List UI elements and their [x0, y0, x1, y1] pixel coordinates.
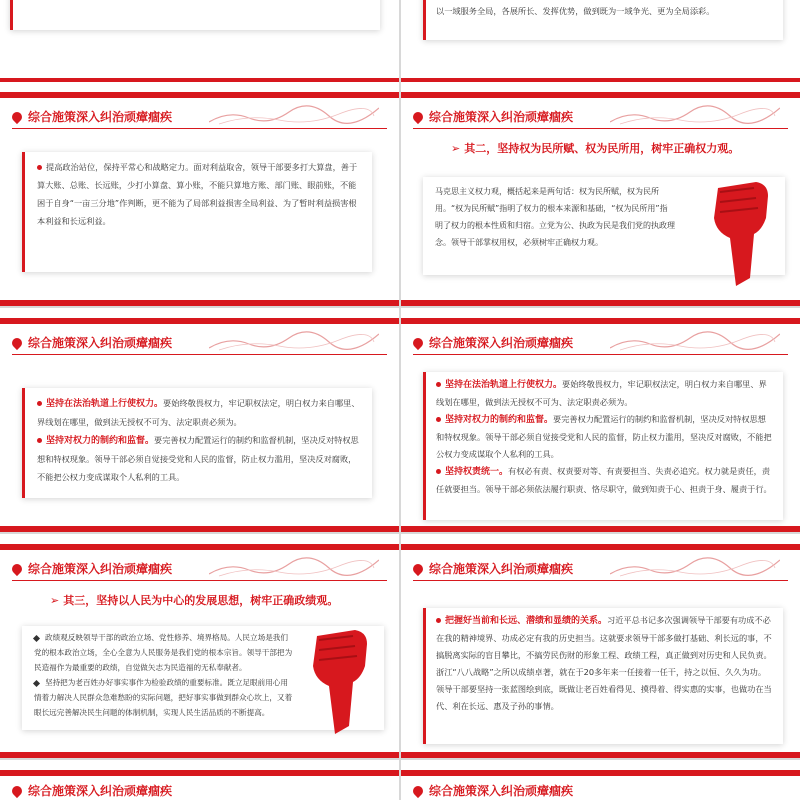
bullet-diamond-icon: [33, 679, 40, 686]
bullet-dot-icon: [436, 469, 441, 474]
header-divider: [12, 128, 387, 129]
slide-thumb-top-right[interactable]: [401, 0, 800, 90]
slide-title-text: 综合施策深入纠治顽瘴痼疾: [429, 110, 574, 124]
great-wall-ornament-icon: [610, 328, 780, 352]
slide-title-text: 综合施策深入纠治顽瘴痼疾: [28, 110, 173, 124]
slide-title-text: 综合施策深入纠治顽瘴痼疾: [28, 562, 173, 576]
slide-title: [12, 560, 172, 577]
slide-title: [12, 108, 172, 125]
raised-fist-icon: [706, 178, 776, 288]
slide-header: [401, 82, 800, 134]
slide-footer-bar: [401, 300, 800, 306]
slide-subtitle: ➢ 其三，坚持以人民为中心的发展思想，树牢正确政绩观。: [50, 594, 339, 607]
slide-thumb-bottom-left[interactable]: [0, 760, 399, 800]
content-card: [22, 388, 372, 498]
header-bar: [0, 318, 399, 324]
bullet-dot-icon: [436, 382, 441, 387]
bullet-dot-icon: [37, 165, 42, 170]
header-bar: [0, 544, 399, 550]
slide-title: [413, 108, 573, 125]
slide-title: [413, 782, 573, 799]
content-card: [22, 152, 372, 272]
slide-footer-bar: [401, 752, 800, 758]
bullet-dot-icon: [436, 618, 441, 623]
header-bar: [401, 92, 800, 98]
bullet-icon: [10, 561, 24, 575]
slide-thumb-row2-right[interactable]: [401, 308, 800, 532]
list-item: 坚持对权力的制约和监督。要完善权力配置运行的制约和监督机制，坚决反对特权思想和特权现象。领导干部必须自觉接受党和人民的监督，防止权力滥用，坚决反对腐败，不能把公权力变成谋取个人私利的工具。: [37, 435, 359, 482]
slide-footer-bar: [0, 300, 399, 306]
header-bar: [401, 770, 800, 776]
slide-header: [401, 308, 800, 360]
slide-footer-bar: [0, 526, 399, 532]
slide-text: 提高政治站位，保持平常心和战略定力。面对利益取舍，领导干部要多打大算盘，善于算大账、总账、长远账，少打小算盘、算小账，不能只算地方账、部门账、眼前账，不能困于自身“一亩三分地”作判断，更不能为了局部利益损害全局利益、为了暂时利益损害根本利益和长远利益。: [37, 162, 358, 226]
bullet-dot-icon: [37, 438, 42, 443]
header-bar: [401, 318, 800, 324]
slide-title-text: 综合施策深入纠治顽瘴痼疾: [429, 784, 574, 798]
slide-title-text: 综合施策深入纠治顽瘴痼疾: [429, 336, 574, 350]
slide-title: [12, 782, 172, 799]
content-card: [423, 0, 783, 40]
content-card: [10, 0, 380, 30]
slide-title: [12, 334, 172, 351]
great-wall-ornament-icon: [209, 102, 379, 126]
header-divider: [12, 580, 387, 581]
header-divider: [413, 354, 788, 355]
slide-thumb-top-left[interactable]: [0, 0, 399, 90]
list-item: 政绩观反映领导干部的政治立场、党性修养、境界格局。人民立场是我们党的根本政治立场，全心全意为人民服务是我们党的根本宗旨。领导干部把为民造福作为最重要的政绩，自觉做矢志为民造福的无私奉献者。: [34, 633, 293, 672]
great-wall-ornament-icon: [209, 554, 379, 578]
header-bar: [401, 544, 800, 550]
slide-thumb-row2-left[interactable]: [0, 308, 399, 532]
list-item: 坚持对权力的制约和监督。要完善权力配置运行的制约和监督机制，坚决反对特权思想和特权现象。领导干部必须自觉接受党和人民的监督，防止权力滥用，坚决反对腐败，不能把公权力变成谋取个人私利的工具。: [436, 414, 772, 459]
content-card: [423, 608, 783, 744]
slide-header: [0, 534, 399, 586]
slide-header: [0, 760, 399, 800]
slide-thumb-row3-left[interactable]: [0, 534, 399, 758]
bullet-dot-icon: [37, 401, 42, 406]
slide-title-text: 综合施策深入纠治顽瘴痼疾: [429, 562, 574, 576]
slide-thumb-row1-right[interactable]: [401, 82, 800, 306]
list-item: 坚持权责统一。有权必有责、权责要对等、有责要担当、失责必追究。权力就是责任，责任就要担当。领导干部必须依法履行职责、恪尽职守，做到知责于心、担责于身、履责于行。: [436, 466, 772, 494]
list-item: 坚持在法治轨道上行使权力。要始终敬畏权力，牢记职权法定，明白权力来自哪里、界线划在哪里，做到法无授权不可为、法定职责必须为。: [436, 379, 767, 407]
header-divider: [413, 580, 788, 581]
slide-thumb-bottom-right[interactable]: [401, 760, 800, 800]
bullet-diamond-icon: [33, 634, 40, 641]
header-divider: [413, 128, 788, 129]
slide-text: 马克思主义权力观，概括起来是两句话：权为民所赋，权为民所用。“权为民所赋”指明了权力的根本来源和基础，“权为民所用”指明了权力的根本性质和归宿。立党为公、执政为民是我们党的执政理念。领导干部掌权用权，必须树牢正确权力观。: [435, 187, 675, 247]
slide-title-text: 综合施策深入纠治顽瘴痼疾: [28, 336, 173, 350]
slide-subtitle: ➢ 其二，坚持权为民所赋、权为民所用，树牢正确权力观。: [451, 142, 740, 155]
slide-title: [413, 560, 573, 577]
slide-title: [413, 334, 573, 351]
slide-title-text: 综合施策深入纠治顽瘴痼疾: [28, 784, 173, 798]
header-divider: [12, 354, 387, 355]
bullet-icon: [10, 335, 24, 349]
bullet-icon: [10, 783, 24, 797]
slide-thumb-row3-right[interactable]: [401, 534, 800, 758]
slide-header: [401, 534, 800, 586]
header-bar: [0, 770, 399, 776]
slide-thumb-row1-left[interactable]: [0, 82, 399, 306]
great-wall-ornament-icon: [209, 328, 379, 352]
slide-text: 以一域服务全局，各展所长、发挥优势，做到既为一域争光、更为全局添彩。: [436, 6, 715, 16]
bullet-icon: [10, 109, 24, 123]
bullet-icon: [411, 561, 425, 575]
bullet-icon: [411, 109, 425, 123]
bullet-icon: [411, 783, 425, 797]
slide-footer-bar: [0, 752, 399, 758]
slide-header: [0, 82, 399, 134]
great-wall-ornament-icon: [610, 554, 780, 578]
great-wall-ornament-icon: [610, 102, 780, 126]
slide-header: [401, 760, 800, 800]
content-card: [423, 372, 783, 520]
raised-fist-icon: [305, 626, 375, 736]
list-item: 坚持在法治轨道上行使权力。要始终敬畏权力，牢记职权法定，明白权力来自哪里、界线划在哪里，做到法无授权不可为、法定职责必须为。: [37, 398, 360, 427]
bullet-dot-icon: [436, 417, 441, 422]
list-item: 坚持把为老百姓办好事实事作为检验政绩的重要标准。既立足眼前用心用情着力解决人民群众急难愁盼的实际问题，把好事实事做到群众心坎上，又着眼长远完善解决民生问题的体制机制，实现人民生活品质的不断提高。: [34, 678, 293, 717]
slide-text: 把握好当前和长远、潜绩和显绩的关系。习近平总书记多次强调领导干部要有功成不必在我的精神境界、功成必定有我的历史担当。这就要求领导干部多做打基础、利长远的事，不搞脱离实际的盲目攀比，不搞劳民伤财的形象工程、政绩工程，真正做到对历史和人民负责。浙江“八八战略”之所以成绩卓著，就在于20多年来一任接着一任干，持之以恒、久久为功。领导干部要坚持一张蓝图绘到底，既做让老百姓看得见、摸得着、得实惠的实事，也做功在当代、利在长远、惠及子孙的事情。: [436, 615, 772, 711]
slide-footer-bar: [401, 526, 800, 532]
header-bar: [0, 92, 399, 98]
slide-header: [0, 308, 399, 360]
bullet-icon: [411, 335, 425, 349]
